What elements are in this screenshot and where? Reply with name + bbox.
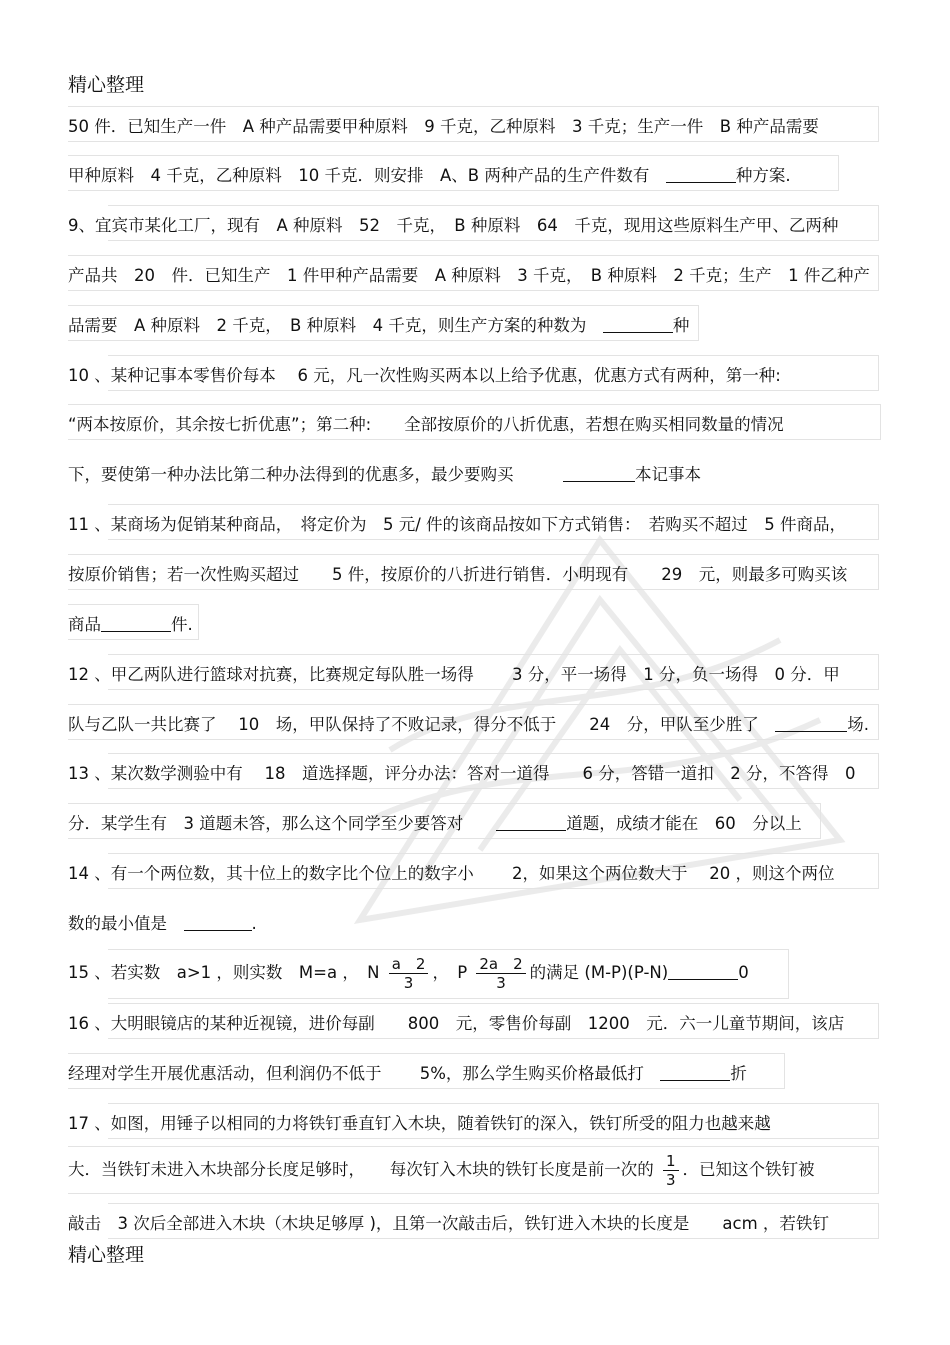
- text-line-21: 17 、如图，用锤子以相同的力将铁钉垂直钉入木块，随着铁钉的深入，铁钉所受的阻力也越来越: [68, 1109, 771, 1139]
- fraction-one-third: $\frac{1}{3}$: [663, 1152, 679, 1189]
- answer-blank[interactable]: [101, 613, 171, 632]
- text-line-13: 队与乙队一共比赛了 10 场，甲队保持了不败记录，得分不低于 24 分，甲队至少胜了 场.: [68, 710, 869, 740]
- text-line-5: 品需要 A 种原料 2 千克， B 种原料 4 千克，则生产方案的种数为 种: [68, 311, 689, 341]
- text-line-10: 按原价销售；若一次性购买超过 5 件，按原价的八折进行销售．小明现有 29 元，则最多可购买该: [68, 560, 847, 590]
- text-line-1: 50 件．已知生产一件 A 种产品需要甲种原料 9 千克，乙种原料 3 千克；生产一件 B 种产品需要: [68, 112, 819, 142]
- answer-blank[interactable]: [184, 912, 252, 931]
- text-line-23: 敲击 3 次后全部进入木块（木块足够厚 )，且第一次敲击后，铁钉进入木块的长度是 acm ，若铁钉: [68, 1209, 829, 1239]
- answer-blank[interactable]: [660, 1062, 730, 1081]
- text-line-6: 10 、某种记事本零售价每本 6 元，凡一次性购买两本以上给予优惠，优惠方式有两种，第一种:: [68, 361, 781, 391]
- text-line-8: 下，要使第一种办法比第二种办法得到的优惠多，最少要购买 本记事本: [68, 465, 701, 484]
- text-line-15: 分．某学生有 3 道题未答，那么这个同学至少要答对 道题，成绩才能在 60 分以上: [68, 809, 802, 839]
- text-line-3: 9、宜宾市某化工厂，现有 A 种原料 52 千克， B 种原料 64 千克，现用这些原料生产甲、乙两种: [68, 211, 838, 241]
- answer-blank[interactable]: [666, 164, 736, 183]
- fraction-n: $\frac{a 2}{3}$: [389, 955, 429, 992]
- text-line-17: 数的最小值是 .: [68, 914, 257, 933]
- answer-blank[interactable]: [563, 463, 635, 482]
- text-line-19: 16 、大明眼镜店的某种近视镜，进价每副 800 元，零售价每副 1200 元．六一儿童节期间，该店: [68, 1009, 844, 1039]
- text-line-4: 产品共 20 件．已知生产 1 件甲种产品需要 A 种原料 3 千克， B 种原料 2 千克；生产 1 件乙种产: [68, 261, 870, 291]
- text-line-11: 商品 件.: [68, 610, 193, 640]
- page-header: 精心整理: [68, 74, 145, 96]
- text-line-18: 15 、若实数 a>1 ，则实数 M=a ， N $\frac{a 2}{3}$ ， P $\frac{2a 2}{3}$ 的满足 (M-P)(P-N) 0: [68, 955, 749, 995]
- page-footer: 精心整理: [68, 1244, 145, 1266]
- answer-blank[interactable]: [496, 812, 566, 831]
- answer-blank[interactable]: [668, 961, 738, 980]
- text-line-7: “两本按原价，其余按七折优惠”；第二种: 全部按原价的八折优惠，若想在购买相同数量的情况: [68, 410, 784, 440]
- answer-blank[interactable]: [603, 314, 673, 333]
- text-line-16: 14 、有一个两位数，其十位上的数字比个位上的数字小 2，如果这个两位数大于 20 ，则这个两位: [68, 859, 834, 889]
- text-line-9: 11 、某商场为促销某种商品， 将定价为 5 元/ 件的该商品按如下方式销售： 若购买不超过 5 件商品，: [68, 510, 846, 540]
- text-line-2: 甲种原料 4 千克，乙种原料 10 千克．则安排 A、B 两种产品的生产件数有 种方案.: [68, 161, 791, 191]
- text-line-20: 经理对学生开展优惠活动，但利润仍不低于 5%，那么学生购买价格最低打 折: [68, 1059, 747, 1089]
- answer-blank[interactable]: [775, 713, 847, 732]
- text-line-12: 12 、甲乙两队进行篮球对抗赛，比赛规定每队胜一场得 3 分，平一场得 1 分，负一场得 0 分．甲: [68, 660, 840, 690]
- fraction-p: $\frac{2a 2}{3}$: [476, 955, 525, 992]
- text-line-22: 大．当铁钉未进入木块部分长度足够时， 每次钉入木块的铁钉长度是前一次的 $\frac{1}{3}$ ．已知这个铁钉被: [68, 1152, 815, 1192]
- text-line-14: 13 、某次数学测验中有 18 道选择题，评分办法：答对一道得 6 分，答错一道扣 2 分，不答得 0: [68, 759, 855, 789]
